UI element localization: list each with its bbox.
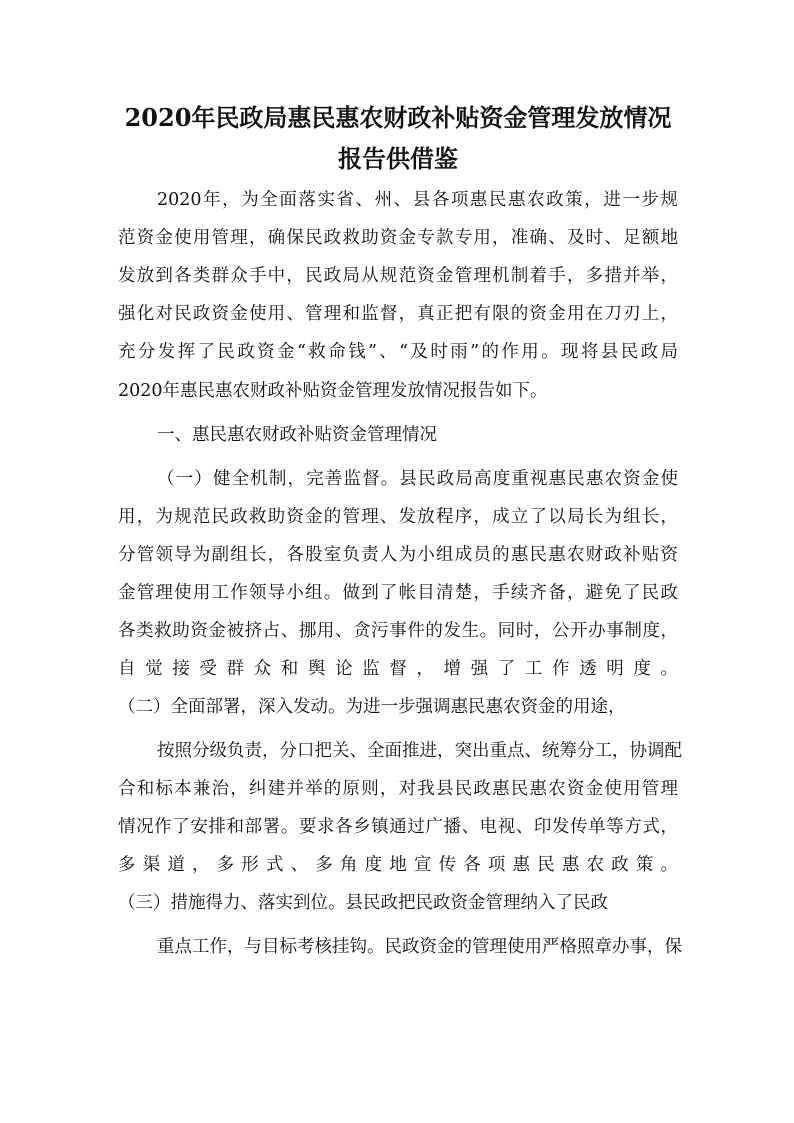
paragraph-line: 充分发挥了民政资金“救命钱”、“及时雨”的作用。现将县民政局 (118, 342, 678, 362)
paragraph-line: 强化对民政资金使用、管理和监督，真正把有限的资金用在刀刃上， (118, 304, 678, 324)
paragraph-line: 分管领导为副组长，各股室负责人为小组成员的惠民惠农财政补贴资 (118, 545, 678, 565)
paragraph-line: 发放到各类群众手中，民政局从规范资金管理机制着手，多措并举， (118, 266, 678, 286)
paragraph-line: 多渠道，多形式、多角度地宣传各项惠民惠农政策。 (118, 855, 678, 875)
paragraph-line: 各类救助资金被挤占、挪用、贪污事件的发生。同时，公开办事制度， (118, 621, 678, 641)
paragraph-line: 重点工作，与目标考核挂钩。民政资金的管理使用严格照章办事，保 (157, 937, 682, 957)
paragraph-line: 用，为规范民政救助资金的管理、发放程序，成立了以局长为组长， (118, 507, 678, 527)
paragraph-line: （三）措施得力、落实到位。县民政把民政资金管理纳入了民政 (118, 893, 608, 913)
document-title-line-1: 2020年民政局惠民惠农财政补贴资金管理发放情况 (124, 103, 672, 132)
paragraph-line: 2020年，为全面落实省、州、县各项惠民惠农政策，进一步规 (157, 190, 678, 210)
paragraph-line: 范资金使用管理，确保民政救助资金专款专用，准确、及时、足额地 (118, 228, 678, 248)
paragraph-line: 合和标本兼治，纠建并举的原则，对我县民政惠民惠农资金使用管理 (118, 779, 678, 799)
paragraph-line: 情况作了安排和部署。要求各乡镇通过广播、电视、印发传单等方式， (118, 817, 678, 837)
section-heading: 一、惠民惠农财政补贴资金管理情况 (157, 425, 437, 445)
paragraph-line: 按照分级负责，分口把关、全面推进，突出重点、统筹分工，协调配 (157, 741, 682, 761)
paragraph-line: （二）全面部署，深入发动。为进一步强调惠民惠农资金的用途， (118, 697, 626, 717)
paragraph-line: 自觉接受群众和舆论监督，增强了工作透明度。 (118, 659, 678, 679)
document-title-line-2: 报告供借鉴 (338, 144, 458, 173)
paragraph-line: 金管理使用工作领导小组。做到了帐目清楚，手续齐备，避免了民政 (118, 583, 678, 603)
paragraph-line: （一）健全机制，完善监督。县民政局高度重视惠民惠农资金使 (157, 469, 678, 489)
paragraph-line: 2020年惠民惠农财政补贴资金管理发放情况报告如下。 (118, 381, 548, 401)
